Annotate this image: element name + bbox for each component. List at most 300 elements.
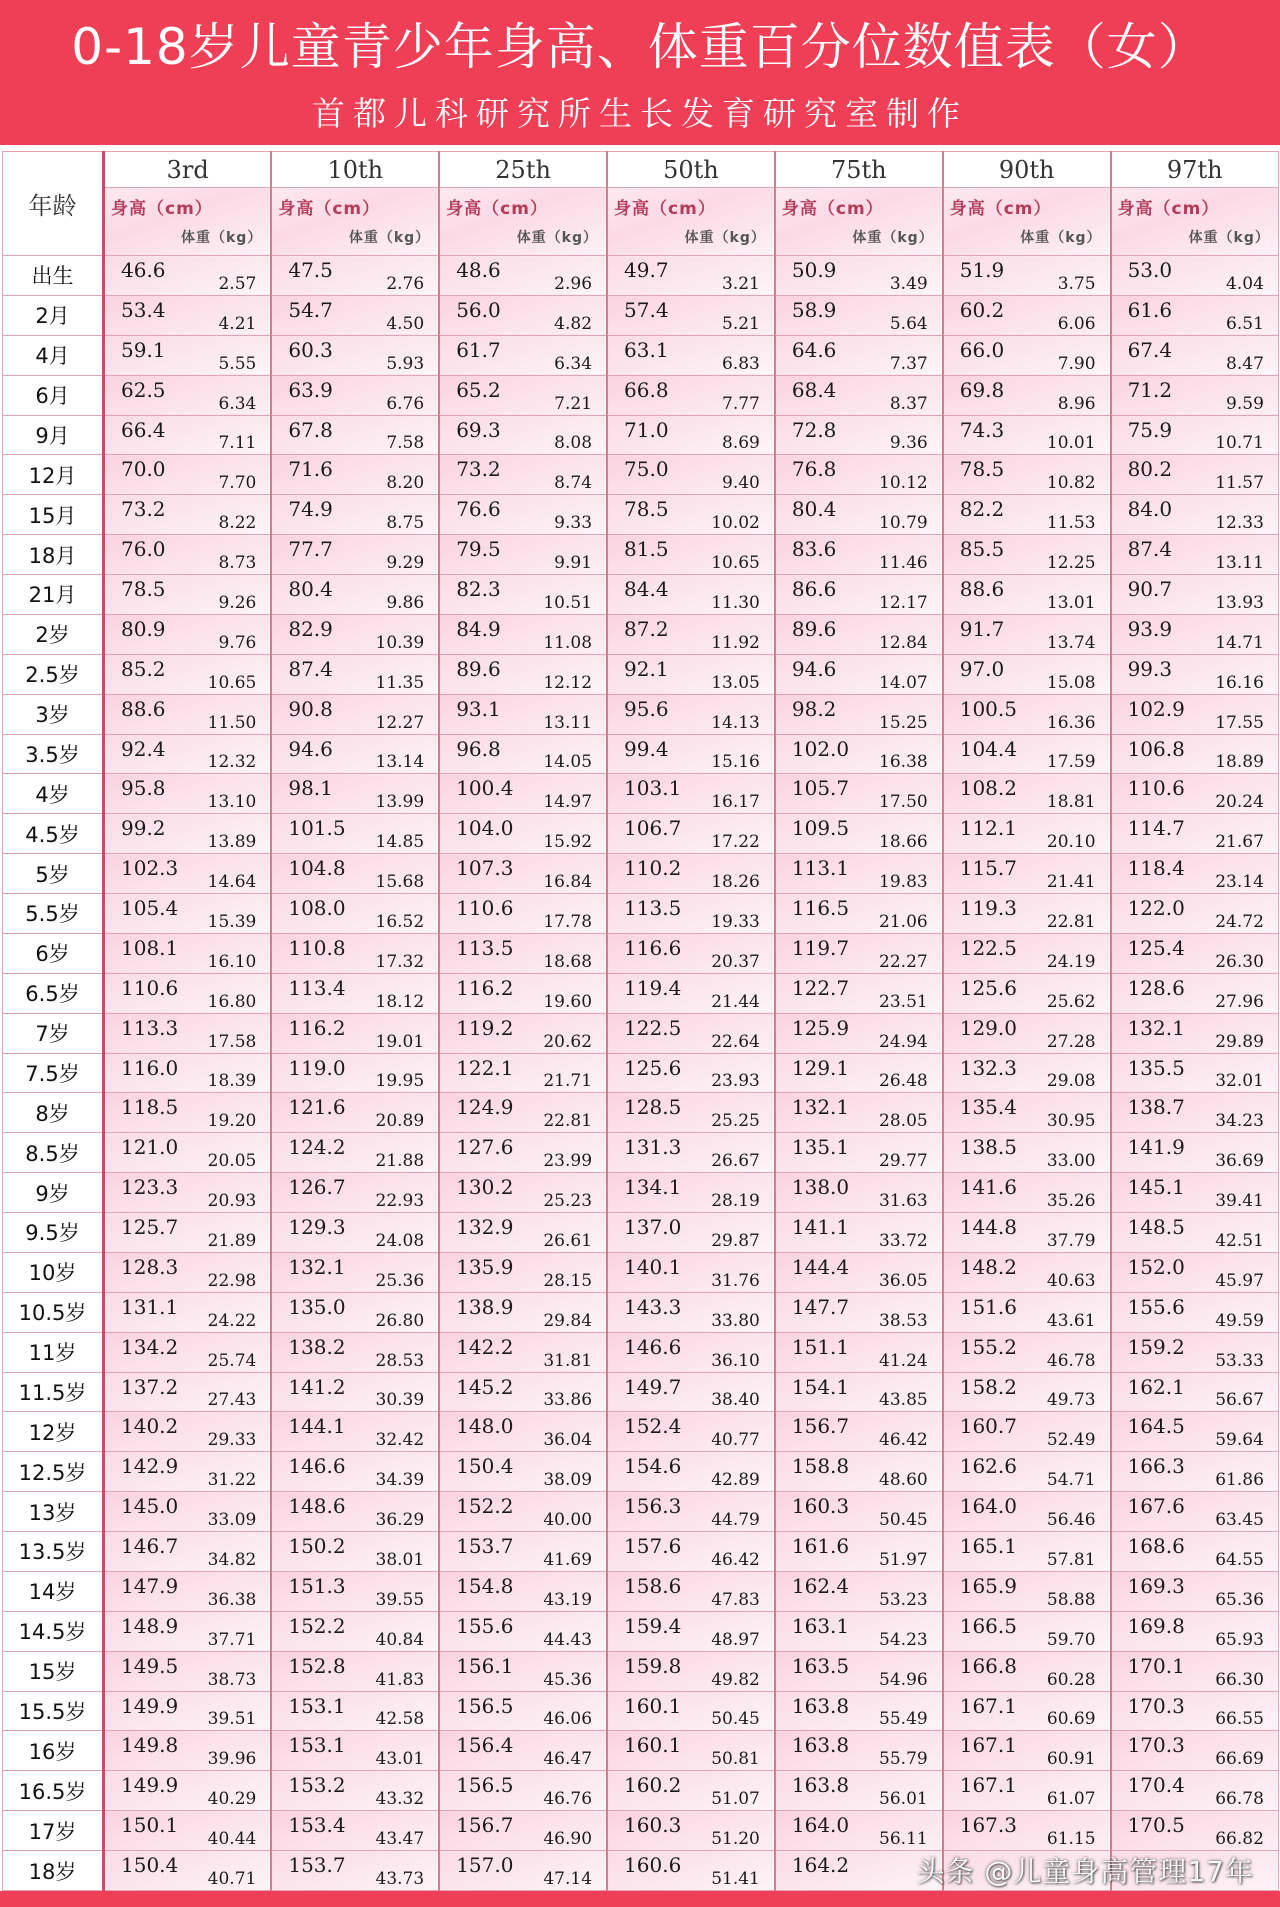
height-value: 71.2 [1127,377,1173,402]
weight-value: 17.22 [711,832,760,853]
height-value: 108.2 [959,776,1017,801]
height-value: 145.1 [1127,1175,1185,1200]
weight-value: 43.47 [375,1829,425,1849]
unit-header [607,188,775,256]
age-cell: 7岁 [3,1013,104,1053]
table-row [3,1372,1279,1412]
percentile-header: 50th [607,152,775,188]
value-cell [943,694,1111,734]
value-cell [1111,654,1279,694]
height-value: 167.1 [959,1693,1017,1718]
weight-value: 21.88 [375,1151,425,1172]
value-cell [104,1053,272,1093]
value-cell [271,973,439,1013]
value-cell [439,1691,607,1731]
age-cell: 4.5岁 [3,814,104,854]
height-unit-label: 身高（cm） [111,199,213,219]
weight-value: 15.16 [711,752,760,773]
height-value: 110.6 [456,896,514,920]
value-cell [775,1292,943,1332]
height-value: 60.3 [288,337,333,362]
value-cell [775,1651,943,1691]
height-value: 84.9 [456,616,501,641]
value-cell [104,535,272,575]
weight-value: 38.09 [543,1470,593,1491]
percentile-header: 25th [439,152,607,188]
height-value: 74.3 [959,417,1005,442]
value-cell [775,1013,943,1053]
value-cell [943,1252,1111,1292]
weight-value: 9.36 [889,433,928,454]
weight-value: 21.89 [207,1230,257,1251]
weight-value: 14.97 [543,792,593,813]
value-cell [607,375,775,415]
weight-value: 16.10 [207,951,257,972]
value-cell [943,1611,1111,1651]
height-value: 89.6 [791,616,837,641]
unit-header [1111,188,1279,256]
value-cell [1111,894,1279,934]
age-cell: 11.5岁 [3,1372,104,1412]
weight-value: 56.01 [879,1789,928,1810]
value-cell [607,1093,775,1133]
height-value: 98.2 [791,696,837,721]
weight-value: 46.42 [711,1549,760,1570]
table-row [3,295,1279,335]
weight-value: 42.58 [375,1709,425,1730]
age-cell: 6月 [3,375,104,415]
value-cell [1111,415,1279,455]
height-value: 158.6 [624,1573,682,1598]
weight-value: 43.19 [543,1589,593,1610]
weight-value: 43.85 [879,1390,928,1411]
weight-value: 9.59 [1226,393,1264,414]
table-row [3,1811,1279,1851]
weight-value: 54.23 [879,1629,928,1650]
value-cell [439,1133,607,1173]
value-cell [775,1571,943,1611]
weight-value: 43.73 [375,1869,425,1889]
table-row [3,535,1279,575]
weight-value: 38.73 [207,1669,257,1690]
value-cell [943,375,1111,415]
weight-value: 22.27 [879,951,928,972]
weight-value: 4.04 [1226,273,1264,294]
weight-value: 10.12 [879,473,928,494]
value-cell [1111,1412,1279,1452]
value-cell [943,1013,1111,1053]
weight-value: 33.09 [207,1510,257,1530]
weight-value: 20.93 [207,1191,257,1211]
weight-value: 66.82 [1215,1829,1264,1849]
value-cell [607,774,775,814]
percentile-table-container [2,151,1278,1891]
page-subtitle: 首都儿科研究所生长发育研究室制作 [312,94,968,133]
height-value: 106.7 [624,816,682,841]
value-cell [271,654,439,694]
age-cell: 13岁 [3,1492,104,1532]
value-cell [607,495,775,535]
height-value: 135.9 [456,1254,514,1279]
height-value: 124.2 [288,1135,346,1160]
height-value: 123.3 [121,1175,179,1200]
weight-value: 29.08 [1046,1071,1096,1092]
value-cell [439,1093,607,1133]
value-cell [943,814,1111,854]
value-cell [104,1213,272,1253]
height-value: 145.2 [456,1374,514,1399]
height-value: 152.2 [288,1613,346,1638]
weight-value: 36.10 [711,1350,760,1371]
height-value: 153.1 [288,1733,346,1758]
value-cell [943,1731,1111,1771]
height-value: 110.2 [624,856,682,881]
value-cell [271,1213,439,1253]
weight-value: 19.01 [375,1031,425,1052]
height-value: 104.0 [456,816,514,841]
height-value: 162.4 [791,1573,850,1598]
value-cell [775,973,943,1013]
height-value: 108.1 [121,935,179,960]
height-value: 71.0 [624,417,669,442]
value-cell [271,1372,439,1412]
value-cell [439,575,607,615]
weight-value: 9.33 [554,513,593,534]
value-cell [607,1412,775,1452]
table-row [3,1731,1279,1771]
age-cell: 9岁 [3,1173,104,1213]
weight-value: 16.84 [543,872,593,892]
height-value: 127.6 [456,1135,514,1160]
value-cell [439,495,607,535]
height-value: 101.5 [288,816,346,841]
weight-value: 20.05 [207,1151,257,1172]
height-value: 128.5 [624,1095,682,1120]
height-value: 86.6 [791,577,837,601]
weight-value: 31.76 [711,1270,760,1291]
value-cell [943,1571,1111,1611]
height-value: 109.5 [791,816,850,841]
weight-value: 10.39 [375,632,425,653]
height-value: 142.2 [456,1334,514,1359]
weight-value: 25.62 [1046,991,1096,1012]
height-value: 132.9 [456,1215,514,1239]
height-value: 129.3 [288,1215,346,1239]
table-row [3,375,1279,415]
value-cell [943,1771,1111,1811]
value-cell [271,1731,439,1771]
height-value: 76.8 [791,457,837,482]
value-cell [1111,455,1279,495]
weight-value: 50.81 [711,1749,760,1770]
value-cell [607,1372,775,1412]
height-value: 60.2 [959,297,1005,322]
value-cell [271,1133,439,1173]
unit-header-row [3,188,1279,256]
value-cell [1111,1372,1279,1412]
weight-value: 22.98 [207,1270,257,1291]
table-row [3,1651,1279,1691]
height-value: 167.6 [1127,1494,1185,1519]
height-value: 144.8 [959,1215,1017,1239]
weight-value: 49.82 [711,1669,760,1690]
height-value: 56.0 [456,297,501,322]
height-value: 125.9 [791,1015,850,1040]
weight-unit-label: 体重（kg） [852,230,934,246]
height-value: 72.8 [791,417,837,442]
height-value: 116.0 [121,1055,179,1080]
weight-value: 18.66 [879,832,928,853]
height-value: 122.7 [791,975,850,1000]
weight-value: 11.30 [711,592,760,613]
weight-value: 10.79 [879,513,928,534]
height-value: 167.1 [959,1733,1017,1758]
value-cell [271,854,439,894]
value-cell [607,933,775,973]
value-cell [439,1492,607,1532]
weight-value: 2.76 [386,273,425,294]
value-cell [439,1452,607,1492]
value-cell [104,1532,272,1572]
height-value: 156.7 [456,1813,514,1838]
height-value: 132.1 [791,1095,850,1120]
weight-value: 37.71 [207,1629,257,1650]
weight-value: 15.68 [375,872,425,892]
weight-unit-label: 体重（kg） [181,230,263,246]
value-cell [104,335,272,375]
height-value: 160.3 [624,1813,682,1838]
height-value: 116.2 [456,975,514,1000]
table-row [3,1332,1279,1372]
table-row [3,933,1279,973]
height-value: 143.3 [624,1294,682,1319]
weight-value: 22.64 [711,1031,760,1052]
height-value: 154.6 [624,1454,682,1479]
weight-value: 18.12 [375,991,425,1012]
value-cell [271,1851,439,1891]
height-value: 126.7 [288,1175,346,1200]
height-value: 80.4 [791,497,837,522]
weight-value: 28.53 [375,1350,425,1371]
height-value: 156.3 [624,1494,682,1519]
weight-value: 39.55 [375,1589,425,1610]
weight-value: 24.08 [375,1230,425,1251]
weight-value: 56.67 [1215,1390,1264,1411]
height-value: 153.7 [456,1534,514,1558]
height-value: 66.8 [624,377,669,402]
value-cell [607,894,775,934]
weight-unit-label: 体重（kg） [1020,230,1102,246]
weight-value: 42.51 [1215,1230,1264,1251]
value-cell [439,774,607,814]
height-unit-label: 身高（cm） [1117,199,1220,219]
weight-value: 20.24 [1215,792,1264,813]
height-value: 170.1 [1127,1653,1185,1678]
weight-value: 9.29 [386,553,425,573]
height-value: 73.2 [456,457,501,482]
weight-value: 47.14 [543,1869,593,1889]
value-cell [439,535,607,575]
weight-value: 32.42 [375,1430,425,1451]
height-value: 83.6 [791,537,837,562]
height-value: 166.5 [959,1613,1017,1638]
height-value: 53.0 [1127,258,1173,282]
height-value: 58.9 [791,297,837,322]
height-value: 156.7 [791,1414,850,1439]
unit-header [104,188,272,256]
height-value: 140.1 [624,1254,682,1279]
weight-value: 11.92 [711,632,760,653]
value-cell [607,1771,775,1811]
value-cell [104,1372,272,1412]
value-cell [1111,1133,1279,1173]
value-cell [1111,1292,1279,1332]
value-cell [271,614,439,654]
value-cell [104,575,272,615]
height-value: 135.0 [288,1294,346,1319]
height-value: 112.1 [959,816,1017,841]
table-row [3,1213,1279,1253]
weight-value: 40.63 [1046,1270,1096,1291]
height-value: 100.4 [456,776,514,801]
value-cell [439,1013,607,1053]
weight-value: 24.94 [879,1031,928,1052]
height-value: 103.1 [624,776,682,801]
value-cell [1111,854,1279,894]
weight-value: 4.82 [554,313,593,334]
weight-value: 32.01 [1215,1071,1264,1092]
weight-value: 10.51 [543,592,593,613]
value-cell [104,894,272,934]
value-cell [271,694,439,734]
value-cell [1111,1731,1279,1771]
weight-value: 36.29 [375,1510,425,1530]
age-cell: 12月 [3,455,104,495]
height-value: 163.5 [791,1653,850,1678]
table-row [3,1611,1279,1651]
age-cell: 2岁 [3,614,104,654]
height-value: 155.2 [959,1334,1017,1359]
table-row [3,1452,1279,1492]
weight-value: 64.55 [1215,1549,1264,1570]
value-cell [439,1173,607,1213]
weight-value: 33.72 [879,1230,928,1251]
age-cell: 17岁 [3,1811,104,1851]
value-cell [271,894,439,934]
value-cell [607,854,775,894]
value-cell [104,1452,272,1492]
table-row [3,1412,1279,1452]
height-value: 50.9 [791,258,837,282]
table-row [3,1173,1279,1213]
height-value: 90.7 [1127,577,1173,601]
value-cell [607,1571,775,1611]
height-value: 98.1 [288,776,333,801]
weight-value: 66.30 [1215,1669,1264,1690]
weight-value: 49.59 [1215,1310,1264,1331]
weight-value: 33.00 [1046,1151,1096,1172]
height-value: 149.9 [121,1773,179,1798]
value-cell [104,495,272,535]
height-value: 92.4 [121,736,166,761]
height-value: 156.5 [456,1773,514,1798]
value-cell [271,933,439,973]
weight-value: 9.26 [218,592,257,613]
height-value: 69.3 [456,417,501,442]
weight-value: 25.25 [711,1111,760,1132]
weight-value: 8.74 [554,473,593,494]
value-cell [1111,1093,1279,1133]
height-value: 102.3 [121,856,179,881]
weight-value: 59.64 [1215,1430,1264,1451]
value-cell [271,1771,439,1811]
weight-value: 36.04 [543,1430,593,1451]
height-value: 141.9 [1127,1135,1185,1160]
weight-value: 22.81 [1046,911,1096,932]
value-cell [607,814,775,854]
age-cell: 4月 [3,335,104,375]
height-value: 119.4 [624,975,682,1000]
value-cell [607,1651,775,1691]
height-value: 84.4 [624,577,669,601]
height-value: 96.8 [456,736,501,761]
value-cell [1111,814,1279,854]
value-cell [104,1811,272,1851]
table-row [3,734,1279,774]
weight-value: 15.25 [879,712,928,733]
weight-value: 11.53 [1046,513,1096,534]
height-value: 144.4 [791,1254,850,1279]
height-value: 152.2 [456,1494,514,1519]
weight-value: 29.84 [543,1310,593,1331]
age-cell: 8.5岁 [3,1133,104,1173]
value-cell [775,774,943,814]
weight-value: 19.83 [879,872,928,892]
value-cell [943,535,1111,575]
value-cell [943,495,1111,535]
value-cell [104,1771,272,1811]
weight-value: 5.64 [889,313,928,334]
value-cell [439,1292,607,1332]
table-row [3,1093,1279,1133]
value-cell [271,1332,439,1372]
weight-value: 14.13 [711,712,760,733]
weight-value: 48.97 [711,1629,760,1650]
height-value: 77.7 [288,537,333,562]
value-cell [439,973,607,1013]
height-value: 119.7 [791,935,850,960]
height-unit-label: 身高（cm） [446,199,548,219]
height-value: 118.4 [1127,856,1185,881]
value-cell [104,1611,272,1651]
height-value: 129.1 [791,1055,850,1080]
weight-value: 30.95 [1046,1111,1096,1132]
height-value: 82.3 [456,577,501,601]
value-cell [439,694,607,734]
value-cell [943,1372,1111,1412]
weight-value: 29.87 [711,1230,760,1251]
weight-value: 52.49 [1046,1430,1096,1451]
height-value: 166.3 [1127,1454,1185,1479]
page-title: 0-18岁儿童青少年身高、体重百分位数值表（女） [71,18,1209,76]
value-cell [104,1731,272,1771]
weight-value: 33.80 [711,1310,760,1331]
height-value: 53.4 [121,297,166,322]
value-cell [607,1053,775,1093]
height-value: 51.9 [959,258,1005,282]
weight-value: 17.58 [207,1031,257,1052]
weight-value: 31.22 [207,1470,257,1491]
